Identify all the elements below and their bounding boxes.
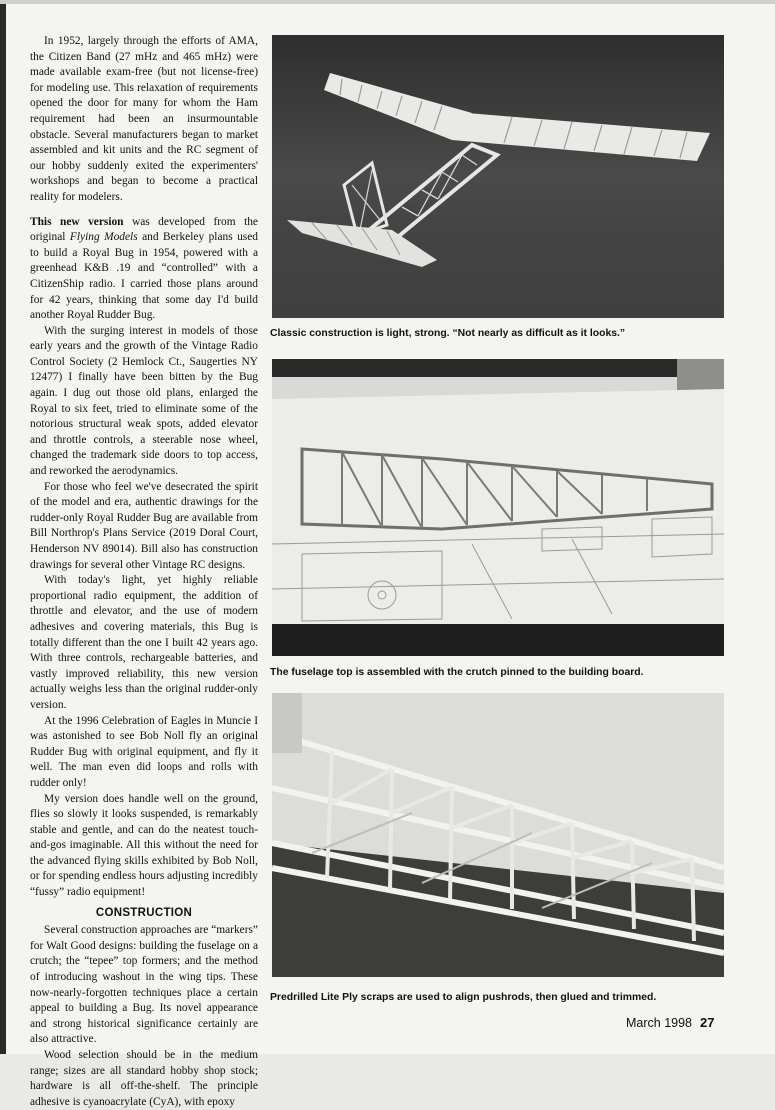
scan-edge [0,0,6,1054]
paragraph: At the 1996 Celebration of Eagles in Muncie I was astonished to see Bob Noll fly an original Rudder Bug with original equipment, and fly it well. The man even did loops and rolls with rudder only! [30,714,258,789]
photo-fuselage-plans [272,359,724,656]
magazine-title: Flying Models [69,231,138,244]
paragraph: Several construction approaches are “markers” for Walt Good designs: building the fuselage on a crutch; the “tepee” top formers; and the method of introducing washout in the wing tips. These now-nearly-forgotten techniques place a certain appeal to building a Bug. Its novel appearance and strong historical significance certainly are also attractive. [30,924,258,1046]
paragraph: For those who feel we've desecrated the spirit of the model and era, authentic drawings for the rudder-only Royal Rudder Bug are available from Bill Northrop's Plans Service (2019 Doral Court, Henderson NV 89014). Bill also has construction drawings for several other Vintage RC designs. [30,480,258,571]
paragraph: My version does handle well on the ground, flies so slowly it looks suspended, is remarkably stable and gentle, and can do the neatest touch-and-gos imaginable. All this without the need for the advanced flying skills exhibited by Bob Noll, or for spending endless hours adjusting incredibly “fussy” radio equipment! [30,792,258,899]
page-number: 27 [700,1015,715,1030]
page-footer [626,1015,714,1030]
caption: The fuselage top is assembled with the crutch pinned to the building board. [270,667,644,678]
lead-in: This new version [30,215,124,228]
caption: Predrilled Lite Ply scraps are used to align pushrods, then glued and trimmed. [270,992,657,1003]
issue-date: March 1998 [626,1016,693,1030]
photo-fuselage-closeup [272,693,724,977]
paragraph: In 1952, largely through the efforts of AMA, the Citizen Band (27 mHz and 465 mHz) were made available exam-free (but not license-free) for modeling use. This relaxation of requirements opened the door for many for whom the Ham requirement had been an insurmountable obstacle. Several manufacturers began to market assembled and kit units and the RC segment of our hobby suddenly exited the experimenters' workshops and began to become a practical reality for modelers. [30,35,258,203]
paragraph: Wood selection should be in the medium range; sizes are all standard hobby shop stock; hardware is all off-the-shelf. The principle adhesive is cyanoacrylate (CyA), with epoxy [30,1049,258,1108]
section-heading: CONSTRUCTION [95,906,193,919]
paragraph-text: and Berkeley plans used to build a Royal Bug in 1954, powered with a greenhead K&B .19 and “controlled” with a CitizenShip radio. I carried those plans around for 42 years, thinking that some day I'd build another Royal Rudder Bug. [30,231,258,322]
paragraph-text: was developed from the original [30,215,258,244]
paragraph [30,215,258,324]
scan-edge-top [0,0,775,4]
article-column [30,34,258,1110]
paragraph: With the surging interest in models of those early years and the growth of the Vintage Radio Control Society (2 Hemlock Ct., Saugerties NY 12477) I finally have been bitten by the Bug again. I dug out those old plans, enlarged the Royal to six feet, tried to eliminate some of the notorious structural weak spots, added elevator and throttle controls, a steerable nose wheel, changed the trademark side doors to top access, and reworked the aerodynamics. [30,324,258,478]
caption: Classic construction is light, strong. “Not nearly as difficult as it looks.” [270,328,626,339]
photo-airplane-frame [272,35,724,318]
paragraph: With today's light, yet highly reliable proportional radio equipment, the addition of throttle and elevator, and the use of modern adhesives and covering materials, this Bug is totally different than the one I built 42 years ago. With three controls, rechargeable batteries, and vastly improved reliability, this new version actually weighs less than the original rudder-only version. [30,574,258,711]
